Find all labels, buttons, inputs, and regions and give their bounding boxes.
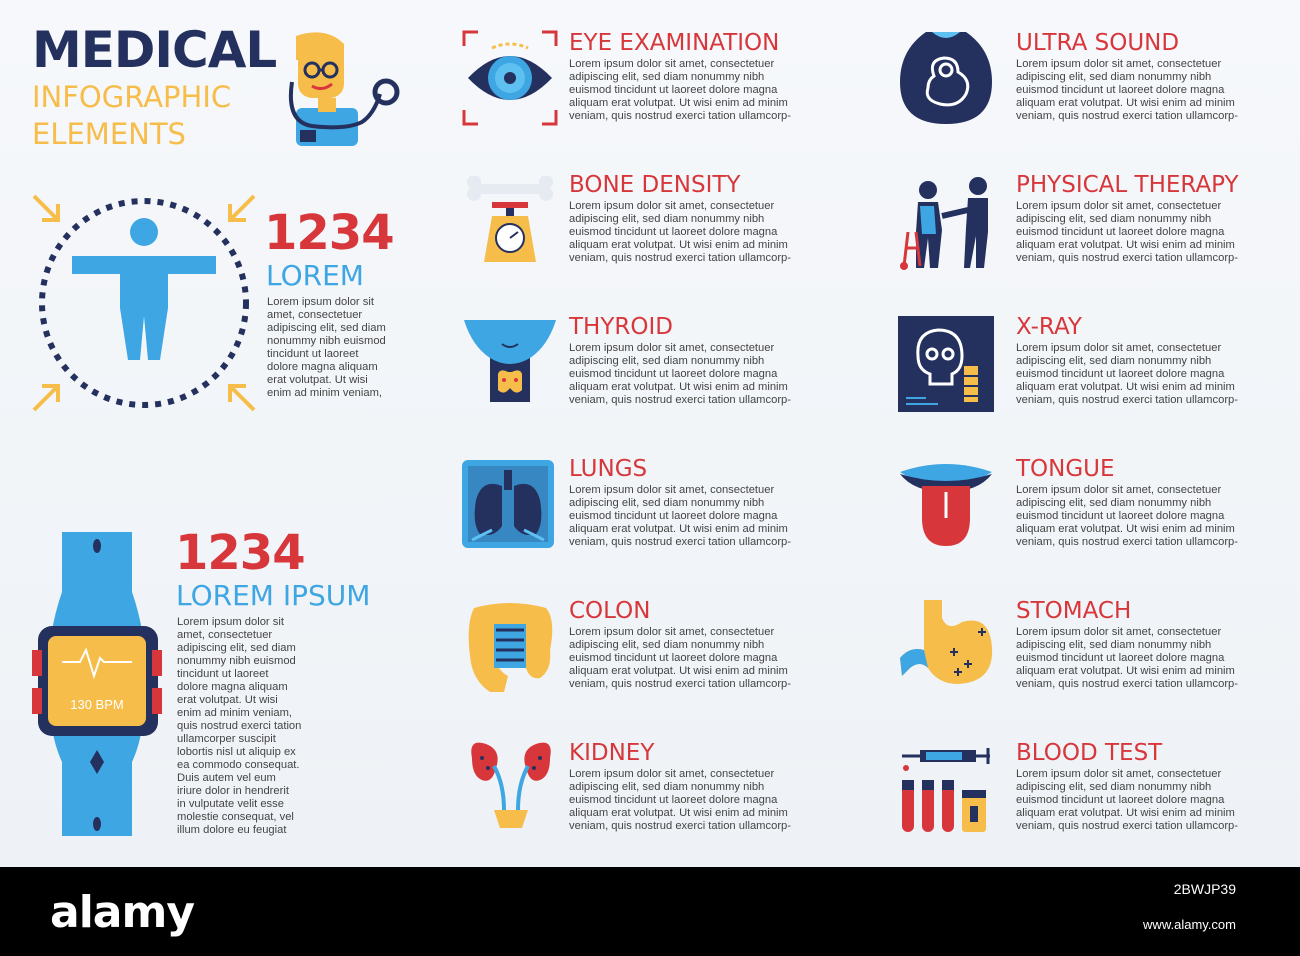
stat-bottom-number: 1234: [175, 525, 305, 581]
lungs-icon: [462, 460, 554, 548]
xray-icon: [898, 316, 994, 412]
item-title-stomach: STOMACH: [1016, 598, 1132, 624]
image-id: 2BWJP39: [1173, 881, 1236, 897]
item-text-bone-density: Lorem ipsum dolor sit amet, consectetuer adipiscing elit, sed diam nonummy nibh euismod tincidunt ut laoreet dolore magna aliquam erat volutpat. Ut wisi enim ad minim veniam, quis nostrud exerci tation ullamcorp-: [569, 200, 791, 264]
item-text-x-ray: Lorem ipsum dolor sit amet, consectetuer adipiscing elit, sed diam nonummy nibh euismod tincidunt ut laoreet dolore magna aliquam erat volutpat. Ut wisi enim ad minim veniam, quis nostrud exerci tation ullamcorp-: [1016, 342, 1238, 406]
stomach-icon: [898, 598, 994, 696]
item-title-colon: COLON: [569, 598, 651, 624]
item-text-stomach: Lorem ipsum dolor sit amet, consectetuer adipiscing elit, sed diam nonummy nibh euismod tincidunt ut laoreet dolore magna aliquam erat volutpat. Ut wisi enim ad minim veniam, quis nostrud exerci tation ullamcorp-: [1016, 626, 1238, 690]
stat-top-text: Lorem ipsum dolor sit amet, consectetuer adipiscing elit, sed diam nonummy nibh euismod tincidunt ut laoreet dolore magna aliquam erat volutpat. Ut wisi enim ad minim veniam,: [267, 296, 386, 399]
item-text-thyroid: Lorem ipsum dolor sit amet, consectetuer adipiscing elit, sed diam nonummy nibh euismod tincidunt ut laoreet dolore magna aliquam erat volutpat. Ut wisi enim ad minim veniam, quis nostrud exerci tation ullamcorp-: [569, 342, 791, 406]
stat-top-number: 1234: [264, 205, 394, 261]
item-title-kidney: KIDNEY: [569, 740, 655, 766]
item-title-thyroid: THYROID: [569, 314, 673, 340]
doctor-icon: [282, 30, 410, 148]
item-text-lungs: Lorem ipsum dolor sit amet, consectetuer adipiscing elit, sed diam nonummy nibh euismod tincidunt ut laoreet dolore magna aliquam erat volutpat. Ut wisi enim ad minim veniam, quis nostrud exerci tation ullamcorp-: [569, 484, 791, 548]
item-text-colon: Lorem ipsum dolor sit amet, consectetuer adipiscing elit, sed diam nonummy nibh euismod tincidunt ut laoreet dolore magna aliquam erat volutpat. Ut wisi enim ad minim veniam, quis nostrud exerci tation ullamcorp-: [569, 626, 791, 690]
colon-icon: [464, 600, 556, 692]
physical-therapy-icon: [898, 172, 994, 270]
item-text-kidney: Lorem ipsum dolor sit amet, consectetuer adipiscing elit, sed diam nonummy nibh euismod tincidunt ut laoreet dolore magna aliquam erat volutpat. Ut wisi enim ad minim veniam, quis nostrud exerci tation ullamcorp-: [569, 768, 791, 832]
site-url[interactable]: www.alamy.com: [1143, 917, 1236, 932]
infographic-subtitle-line1: INFOGRAPHIC: [32, 80, 232, 114]
smartwatch-icon: [28, 532, 166, 836]
body-measurement-icon: [28, 190, 260, 416]
item-title-physical-therapy: PHYSICAL THERAPY: [1016, 172, 1239, 198]
blood-test-icon: [898, 740, 994, 836]
infographic-subtitle-line2: ELEMENTS: [32, 117, 186, 151]
infographic-title: MEDICAL: [32, 21, 277, 79]
item-title-blood-test: BLOOD TEST: [1016, 740, 1163, 766]
watch-bpm-reading: 130 BPM: [70, 697, 124, 712]
stat-top-label: LOREM: [266, 259, 364, 292]
kidney-icon: [464, 740, 558, 834]
item-title-tongue: TONGUE: [1016, 456, 1115, 482]
brand-logo: alamy: [50, 887, 194, 938]
ultrasound-icon: [898, 30, 994, 126]
tongue-icon: [898, 462, 994, 548]
item-title-x-ray: X-RAY: [1016, 314, 1082, 340]
item-text-blood-test: Lorem ipsum dolor sit amet, consectetuer adipiscing elit, sed diam nonummy nibh euismod tincidunt ut laoreet dolore magna aliquam erat volutpat. Ut wisi enim ad minim veniam, quis nostrud exerci tation ullamcorp-: [1016, 768, 1238, 832]
item-title-ultra-sound: ULTRA SOUND: [1016, 30, 1180, 56]
eye-icon: [462, 30, 558, 126]
item-text-eye-examination: Lorem ipsum dolor sit amet, consectetuer adipiscing elit, sed diam nonummy nibh euismod tincidunt ut laoreet dolore magna aliquam erat volutpat. Ut wisi enim ad minim veniam, quis nostrud exerci tation ullamcorp-: [569, 58, 791, 122]
thyroid-icon: [462, 318, 558, 402]
item-title-lungs: LUNGS: [569, 456, 648, 482]
item-title-eye-examination: EYE EXAMINATION: [569, 30, 780, 56]
stat-bottom-label: LOREM IPSUM: [176, 579, 371, 612]
item-title-bone-density: BONE DENSITY: [569, 172, 741, 198]
bone-scale-icon: [462, 176, 558, 266]
item-text-ultra-sound: Lorem ipsum dolor sit amet, consectetuer adipiscing elit, sed diam nonummy nibh euismod tincidunt ut laoreet dolore magna aliquam erat volutpat. Ut wisi enim ad minim veniam, quis nostrud exerci tation ullamcorp-: [1016, 58, 1238, 122]
item-text-tongue: Lorem ipsum dolor sit amet, consectetuer adipiscing elit, sed diam nonummy nibh euismod tincidunt ut laoreet dolore magna aliquam erat volutpat. Ut wisi enim ad minim veniam, quis nostrud exerci tation ullamcorp-: [1016, 484, 1238, 548]
item-text-physical-therapy: Lorem ipsum dolor sit amet, consectetuer adipiscing elit, sed diam nonummy nibh euismod tincidunt ut laoreet dolore magna aliquam erat volutpat. Ut wisi enim ad minim veniam, quis nostrud exerci tation ullamcorp-: [1016, 200, 1238, 264]
stat-bottom-text: Lorem ipsum dolor sit amet, consectetuer adipiscing elit, sed diam nonummy nibh euismod tincidunt ut laoreet dolore magna aliquam erat volutpat. Ut wisi enim ad minim veniam, quis nostrud exerci tation ullamcorper suscipit lobortis nisl ut aliquip ex ea commodo consequat. Duis autem vel eum iriure dolor in hendrerit in vulputate velit esse molestie consequat, vel illum dolore eu feugiat: [177, 616, 302, 836]
stock-footer-bar: [0, 867, 1300, 956]
